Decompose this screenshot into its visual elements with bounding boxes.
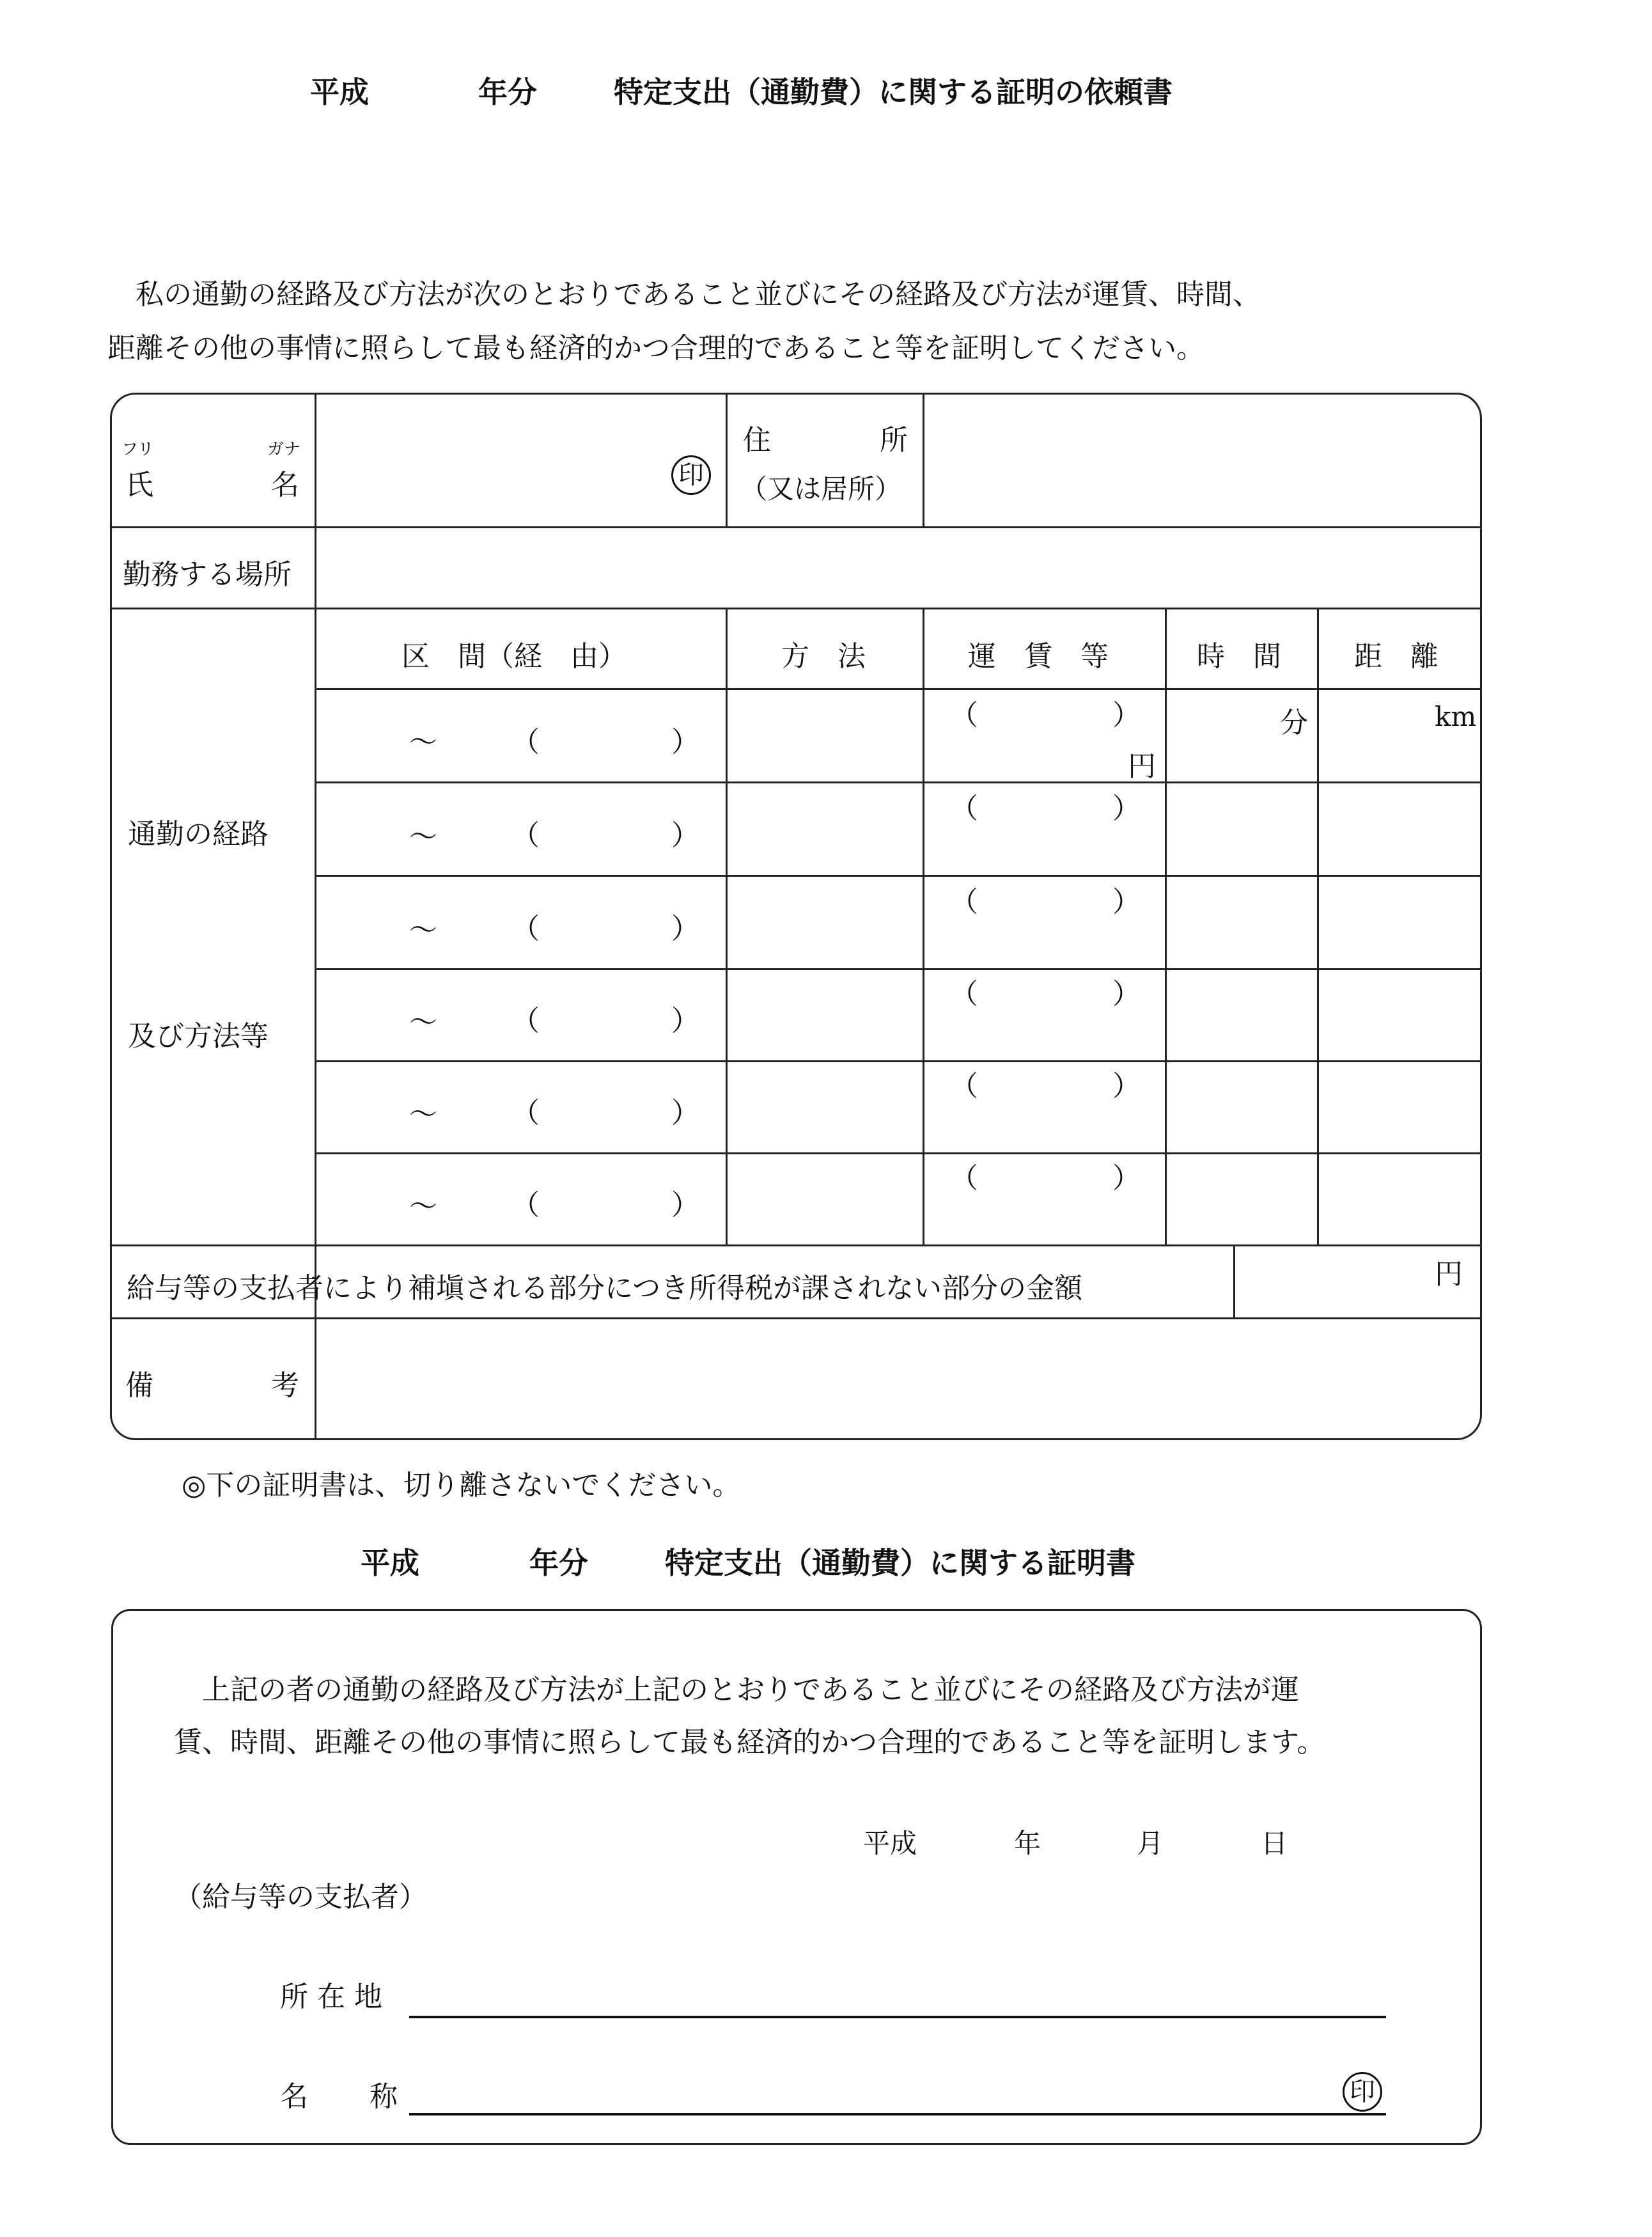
column-reimbursed-divider [1233,1244,1235,1317]
route-row-4-paren-close: ） [671,1005,699,1037]
fare-row-6-paren-close: ） [1112,1162,1141,1195]
reimbursed-label: 給与等の支払者により補塡される部分につき所得税が課されない部分の金額 [127,1272,1083,1305]
request-intro-line1: 私の通勤の経路及び方法が次のとおりであること並びにその経路及び方法が運賃、時間、 [136,278,1261,311]
fare-row-1-paren-open: （ [950,699,978,732]
certificate-date-month: 月 [1137,1828,1164,1859]
divider-route-end [111,1244,1481,1246]
route-row-1-paren-close: ） [671,726,699,758]
payer-label: （給与等の支払者） [174,1881,427,1913]
column-time-divider [1317,608,1319,1244]
divider-route-row-4 [316,1060,1481,1062]
request-title-year-suffix: 年分 [478,75,537,109]
name-label-2: 名 [271,469,299,501]
divider-name-address [726,395,728,526]
request-intro-line2: 距離その他の事情に照らして最も経済的かつ合理的であること等を証明してください。 [107,332,1204,365]
divider-route-row-5 [316,1152,1481,1154]
certificate-title-era: 平成 [361,1546,419,1580]
route-row-4-paren-open: （ [511,1005,540,1037]
column-fare-divider [1165,608,1167,1244]
route-row-5-paren-close: ） [671,1097,699,1129]
request-title-era: 平成 [310,75,369,109]
route-row-6-tilde: 〜 [409,1190,437,1223]
fare-row-4-paren-open: （ [950,978,978,1010]
fare-row-3-paren-open: （ [950,886,978,918]
remarks-label-1: 備 [125,1369,153,1402]
divider-route-row-1 [316,781,1481,783]
divider-header-row [316,688,1481,690]
certificate-date-era: 平成 [863,1828,917,1859]
route-row-6-paren-close: ） [671,1189,699,1221]
divider-route-row-2 [316,875,1481,877]
name-gana-label: ガナ [267,440,301,459]
divider-route-row-3 [316,968,1481,970]
company-name-label-1: 名 [280,2080,308,2113]
header-time: 時 間 [1197,640,1281,673]
address-sub-label: （又は居所） [740,473,902,505]
route-row-5-paren-open: （ [511,1097,540,1129]
route-row-6-paren-open: （ [511,1189,540,1221]
route-row-1-tilde: 〜 [409,726,437,758]
company-name-underline [409,2113,1386,2115]
header-fare: 運 賃 等 [968,640,1109,673]
address-label-2: 所 [880,424,908,457]
certificate-body-line1: 上記の者の通勤の経路及び方法が上記のとおりであること並びにその経路及び方法が運 [202,1674,1299,1706]
column-method-divider [923,608,924,1244]
remarks-label-2: 考 [271,1369,299,1402]
certificate-title: 特定支出（通勤費）に関する証明書 [665,1546,1135,1580]
route-row-2-tilde: 〜 [409,820,437,853]
workplace-label: 勤務する場所 [123,558,292,591]
location-underline [409,2016,1386,2018]
name-furi-label: フリ [121,440,154,459]
divider-reimbursed-row [111,1317,1481,1319]
route-row-3-paren-close: ） [671,913,699,945]
column-section-divider [726,608,728,1244]
fare-row-5-paren-open: （ [950,1070,978,1103]
header-method: 方 法 [781,640,866,673]
distance-km-unit: km [1435,701,1477,732]
fare-row-2-paren-close: ） [1112,792,1141,825]
fare-row-5-paren-close: ） [1112,1070,1141,1103]
route-row-3-tilde: 〜 [409,914,437,946]
fare-yen-unit: 円 [1128,750,1156,783]
reimbursed-yen-unit: 円 [1435,1258,1463,1291]
name-seal-icon: 印 [671,455,711,495]
time-minute-unit: 分 [1280,707,1308,739]
fare-row-1-paren-close: ） [1112,699,1141,732]
route-row-5-tilde: 〜 [409,1098,437,1131]
divider-name-row [111,526,1481,528]
divider-address-label [923,395,924,526]
company-name-label-2: 称 [370,2080,398,2113]
location-label: 所 在 地 [280,1981,382,2013]
fare-row-2-paren-open: （ [950,792,978,825]
certificate-seal-icon: 印 [1343,2072,1382,2112]
route-row-1-paren-open: （ [511,726,540,758]
route-row-4-tilde: 〜 [409,1006,437,1039]
certificate-date-day: 日 [1261,1828,1288,1859]
route-row-2-paren-open: （ [511,819,540,852]
detach-notice: ◎下の証明書は、切り離さないでください。 [182,1469,741,1502]
divider-workplace-row [111,608,1481,609]
fare-row-4-paren-close: ） [1112,978,1141,1010]
fare-row-6-paren-open: （ [950,1162,978,1195]
request-title: 特定支出（通勤費）に関する証明の依頼書 [614,75,1173,109]
certificate-date-year: 年 [1014,1828,1041,1859]
certificate-title-year-suffix: 年分 [529,1546,588,1580]
address-label-1: 住 [743,424,771,457]
header-distance: 距 離 [1354,640,1438,673]
certificate-body-line2: 賃、時間、距離その他の事情に照らして最も経済的かつ合理的であること等を証明します。 [174,1726,1325,1759]
route-label-2: 及び方法等 [128,1020,269,1053]
name-label-1: 氏 [125,469,153,501]
header-section: 区 間（経 由） [401,640,627,673]
route-label-1: 通勤の経路 [128,818,269,851]
route-row-2-paren-close: ） [671,819,699,852]
fare-row-3-paren-close: ） [1112,886,1141,918]
route-row-3-paren-open: （ [511,913,540,945]
